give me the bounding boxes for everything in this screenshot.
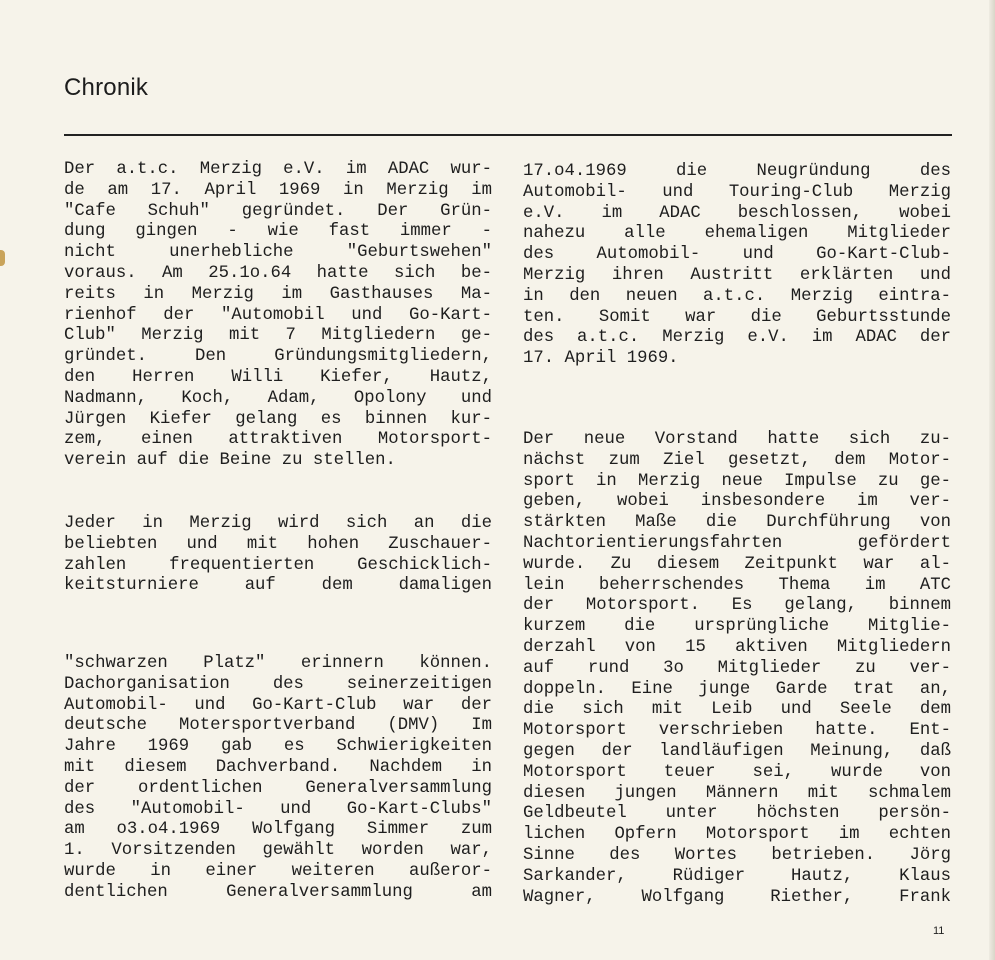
left-column-paragraph-2 xyxy=(64,514,492,597)
text-line: des "Automobil- und Go-Kart-Clubs" xyxy=(64,799,492,819)
text-line: 1. Vorsitzenden gewählt worden war, xyxy=(64,841,492,861)
page-title: Chronik xyxy=(64,74,149,101)
text-line: 17.o4.1969 die Neugründung des xyxy=(523,162,951,181)
text-line: 17. April 1969. xyxy=(523,349,679,369)
text-line: lichen Opfern Motorsport im echten xyxy=(523,825,951,845)
text-line: rienhof der "Automobil und Go-Kart- xyxy=(64,305,492,325)
text-line: der ordentlichen Generalversammlung xyxy=(64,778,492,798)
text-line: Sarkander, Rüdiger Hautz, Klaus xyxy=(523,866,951,886)
text-line: Der a.t.c. Merzig e.V. im ADAC wur- xyxy=(64,160,492,179)
right-column-paragraph-2 xyxy=(523,430,951,908)
text-line: Jeder in Merzig wird sich an die xyxy=(64,514,492,533)
text-line: mit diesem Dachverband. Nachdem in xyxy=(64,757,492,777)
text-line: dung gingen - wie fast immer - xyxy=(64,222,492,242)
text-line: Club" Merzig mit 7 Mitgliedern ge- xyxy=(64,326,492,346)
text-line: reits in Merzig im Gasthauses Ma- xyxy=(64,284,492,304)
text-line: Wagner, Wolfgang Riether, Frank xyxy=(523,887,951,907)
text-line: verein auf die Beine zu stellen. xyxy=(64,451,396,471)
text-line: Dachorganisation des seinerzeitigen xyxy=(64,674,492,694)
text-line: doppeln. Eine junge Garde trat an, xyxy=(523,679,951,699)
text-line: deutsche Motersportverband (DMV) Im xyxy=(64,716,492,736)
text-line: gegen der landläufigen Meinung, daß xyxy=(523,741,951,761)
text-line: wurde in einer weiteren außeror- xyxy=(64,861,492,881)
left-column-paragraph-1 xyxy=(64,160,492,472)
text-line: keitsturniere auf dem damaligen xyxy=(64,576,492,596)
text-line: e.V. im ADAC beschlossen, wobei xyxy=(523,203,951,223)
text-line: nächst zum Ziel gesetzt, dem Motor- xyxy=(523,450,951,470)
text-line: Motorsport verschrieben hatte. Ent- xyxy=(523,721,951,741)
text-line: des a.t.c. Merzig e.V. im ADAC der xyxy=(523,328,951,348)
text-line: sport in Merzig neue Impulse zu ge- xyxy=(523,471,951,491)
text-line: lein beherrschendes Thema im ATC xyxy=(523,575,951,595)
text-line: ten. Somit war die Geburtsstunde xyxy=(523,307,951,327)
text-line: Automobil- und Touring-Club Merzig xyxy=(523,182,951,202)
text-line: Nadmann, Koch, Adam, Opolony und xyxy=(64,388,492,408)
page-edge xyxy=(989,0,995,960)
page-number: 11 xyxy=(933,925,945,937)
text-line: Jahre 1969 gab es Schwierigkeiten xyxy=(64,737,492,757)
text-line: am o3.o4.1969 Wolfgang Simmer zum xyxy=(64,820,492,840)
text-line: stärkten Maße die Durchführung von xyxy=(523,513,951,533)
text-line: geben, wobei insbesondere im ver- xyxy=(523,492,951,512)
text-line: Der neue Vorstand hatte sich zu- xyxy=(523,430,951,449)
text-line: de am 17. April 1969 in Merzig im xyxy=(64,180,492,200)
text-line: zem, einen attraktiven Motorsport- xyxy=(64,430,492,450)
text-line: auf rund 3o Mitglieder zu ver- xyxy=(523,658,951,678)
title-rule xyxy=(64,134,952,136)
text-line: "Cafe Schuh" gegründet. Der Grün- xyxy=(64,201,492,221)
text-line: dentlichen Generalversammlung am xyxy=(64,882,492,902)
text-line: Jürgen Kiefer gelang es binnen kur- xyxy=(64,409,492,429)
left-column-paragraph-3 xyxy=(64,654,492,904)
binding-mark xyxy=(0,250,5,266)
text-line: Nachtorientierungsfahrten gefördert xyxy=(523,533,951,553)
text-line: nicht unerhebliche "Geburtswehen" xyxy=(64,243,492,263)
text-line: Automobil- und Go-Kart-Club war der xyxy=(64,695,492,715)
text-line: in den neuen a.t.c. Merzig eintra- xyxy=(523,286,951,306)
text-line: der Motorsport. Es gelang, binnem xyxy=(523,596,951,616)
text-line: kurzem die ursprüngliche Mitglie- xyxy=(523,617,951,637)
text-line: gründet. Den Gründungsmitgliedern, xyxy=(64,347,492,367)
text-line: derzahl von 15 aktiven Mitgliedern xyxy=(523,637,951,657)
text-line: den Herren Willi Kiefer, Hautz, xyxy=(64,367,492,387)
text-line: die sich mit Leib und Seele dem xyxy=(523,700,951,720)
text-line: diesen jungen Männern mit schmalem xyxy=(523,783,951,803)
text-line: nahezu alle ehemaligen Mitglieder xyxy=(523,224,951,244)
text-line: zahlen frequentierten Geschicklich- xyxy=(64,555,492,575)
text-line: wurde. Zu diesem Zeitpunkt war al- xyxy=(523,554,951,574)
text-line: des Automobil- und Go-Kart-Club- xyxy=(523,245,951,265)
text-line: Motorsport teuer sei, wurde von xyxy=(523,762,951,782)
text-line: voraus. Am 25.1o.64 hatte sich be- xyxy=(64,263,492,283)
text-line: "schwarzen Platz" erinnern können. xyxy=(64,654,492,673)
text-line: Merzig ihren Austritt erklärten und xyxy=(523,265,951,285)
text-line: Geldbeutel unter höchsten persön- xyxy=(523,804,951,824)
text-line: beliebten und mit hohen Zuschauer- xyxy=(64,534,492,554)
text-line: Sinne des Wortes betrieben. Jörg xyxy=(523,845,951,865)
right-column-paragraph-1 xyxy=(523,162,951,370)
